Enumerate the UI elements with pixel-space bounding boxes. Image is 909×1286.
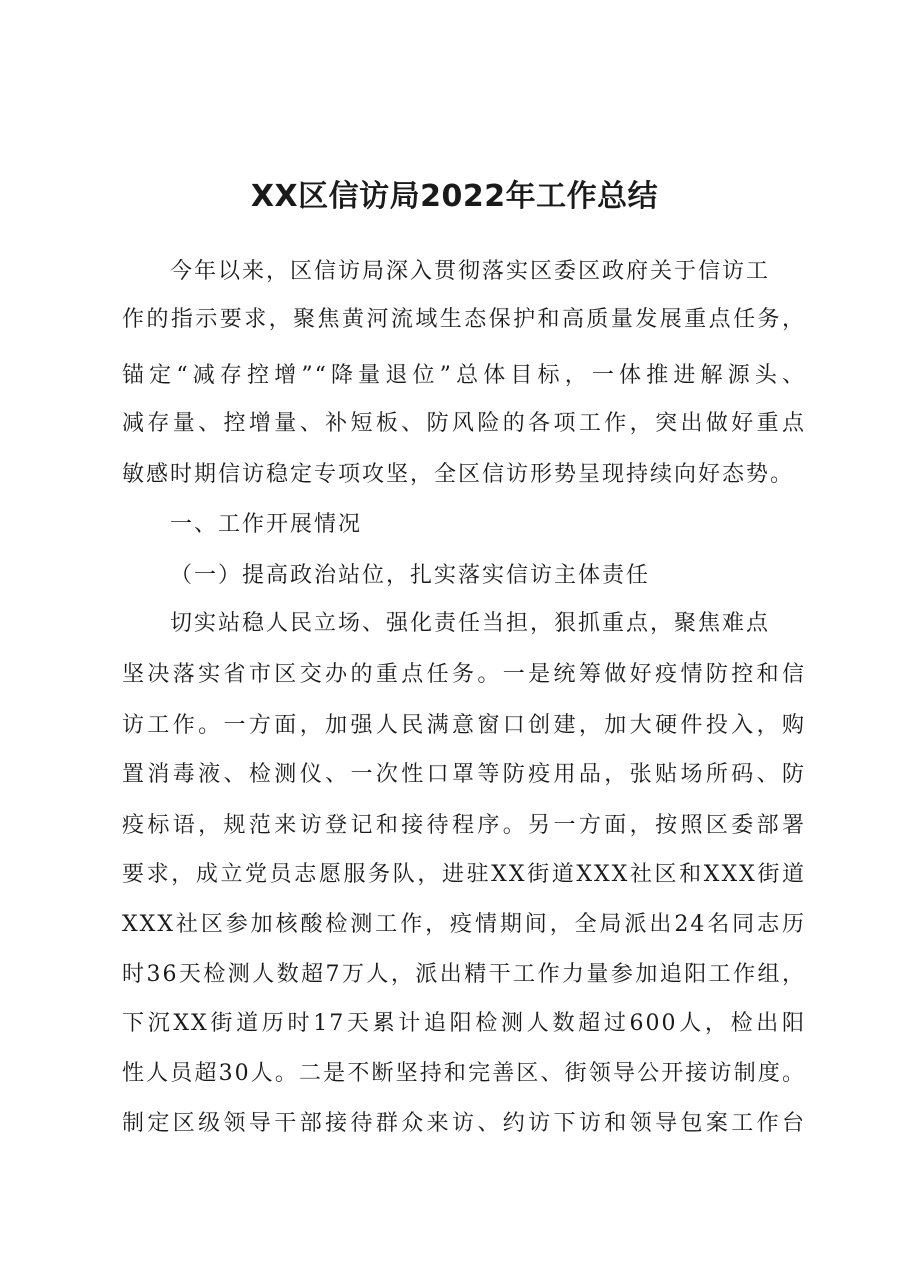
paragraph-line: 敏感时期信访稳定专项攻坚，全区信访形势呈现持续向好态势。 bbox=[122, 462, 795, 487]
subsection-heading: （一）提高政治站位，扎实落实信访主体责任 bbox=[170, 563, 651, 588]
paragraph-line: 坚决落实省市区交办的重点任务。一是统筹做好疫情防控和信 bbox=[122, 662, 806, 687]
paragraph-line: 访工作。一方面，加强人民满意窗口创建，加大硬件投入，购 bbox=[122, 713, 806, 738]
paragraph-line: 性人员超30人。二是不断坚持和完善区、街领导公开接访制度。 bbox=[122, 1061, 806, 1086]
paragraph-line: 下沉XX街道历时17天累计追阳检测人数超过600人，检出阳 bbox=[122, 1011, 806, 1036]
paragraph-line: 疫标语，规范来访登记和接待程序。另一方面，按照区委部署 bbox=[122, 813, 806, 838]
document-title: XX区信访局2022年工作总结 bbox=[250, 179, 659, 214]
paragraph-line: 要求，成立党员志愿服务队，进驻XX街道XXX社区和XXX街道 bbox=[122, 862, 806, 887]
paragraph-line: 置消毒液、检测仪、一次性口罩等防疫用品，张贴场所码、防 bbox=[122, 762, 806, 787]
paragraph-line: 锚定“减存控增”“降量退位”总体目标，一体推进解源头、 bbox=[122, 363, 806, 388]
paragraph-line: XXX社区参加核酸检测工作，疫情期间，全局派出24名同志历 bbox=[122, 912, 806, 937]
paragraph-line: 时36天检测人数超7万人，派出精干工作力量参加追阳工作组， bbox=[122, 962, 806, 987]
paragraph-line: 今年以来，区信访局深入贯彻落实区委区政府关于信访工 bbox=[170, 259, 771, 284]
paragraph-line: 作的指示要求，聚焦黄河流域生态保护和高质量发展重点任务， bbox=[122, 307, 806, 332]
paragraph-line: 减存量、控增量、补短板、防风险的各项工作，突出做好重点 bbox=[122, 411, 806, 436]
paragraph-line: 制定区级领导干部接待群众来访、约访下访和领导包案工作台 bbox=[122, 1111, 806, 1136]
paragraph-line: 切实站稳人民立场、强化责任当担，狠抓重点，聚焦难点 bbox=[170, 611, 771, 636]
section-heading: 一、工作开展情况 bbox=[170, 512, 363, 537]
